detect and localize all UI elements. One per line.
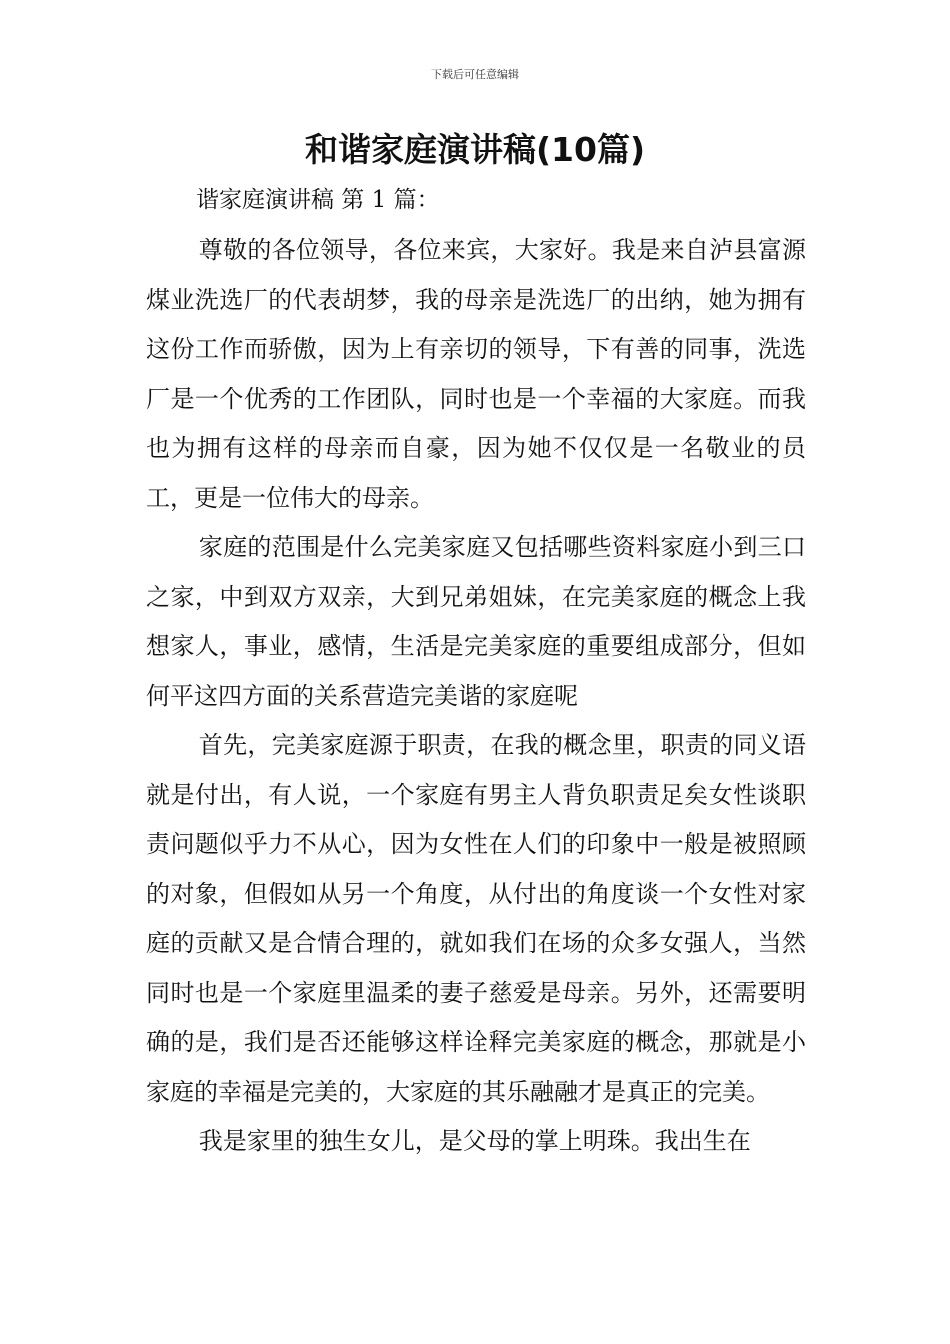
paragraph-3: 首先，完美家庭源于职责，在我的概念里，职责的同义语就是付出，有人说，一个家庭有男主人背负职责足矣女性谈职责问题似乎力不从心，因为女性在人们的印象中一般是被照顾的对象，但假如从另一个角度，从付出的角度谈一个女性对家庭的贡献又是合情合理的，就如我们在场的众多女强人，当然同时也是一个家庭里温柔的妻子慈爱是母亲。另外，还需要明确的是，我们是否还能够这样诠释完美家庭的概念，那就是小家庭的幸福是完美的，大家庭的其乐融融才是真正的完美。 xyxy=(146,731,806,1106)
paragraph-4: 我是家里的独生女儿，是父母的掌上明珠。我出生在 xyxy=(198,1127,751,1155)
document-title: 和谐家庭演讲稿(10篇) xyxy=(304,130,646,169)
section-heading: 谐家庭演讲稿 第 1 篇： xyxy=(196,187,440,213)
header-note: 下载后可任意编辑 xyxy=(431,68,519,81)
paragraph-2: 家庭的范围是什么完美家庭又包括哪些资料家庭小到三口之家，中到双方双亲，大到兄弟姐妹，在完美家庭的概念上我想家人，事业，感情，生活是完美家庭的重要组成部分，但如何平这四方面的关系营造完美谐的家庭呢 xyxy=(146,533,806,710)
paragraph-1: 尊敬的各位领导，各位来宾，大家好。我是来自泸县富源煤业洗选厂的代表胡梦，我的母亲是洗选厂的出纳，她为拥有这份工作而骄傲，因为上有亲切的领导，下有善的同事，洗选厂是一个优秀的工作团队，同时也是一个幸福的大家庭。而我也为拥有这样的母亲而自豪，因为她不仅仅是一名敬业的员工，更是一位伟大的母亲。 xyxy=(146,236,806,512)
document-body xyxy=(146,226,806,1167)
